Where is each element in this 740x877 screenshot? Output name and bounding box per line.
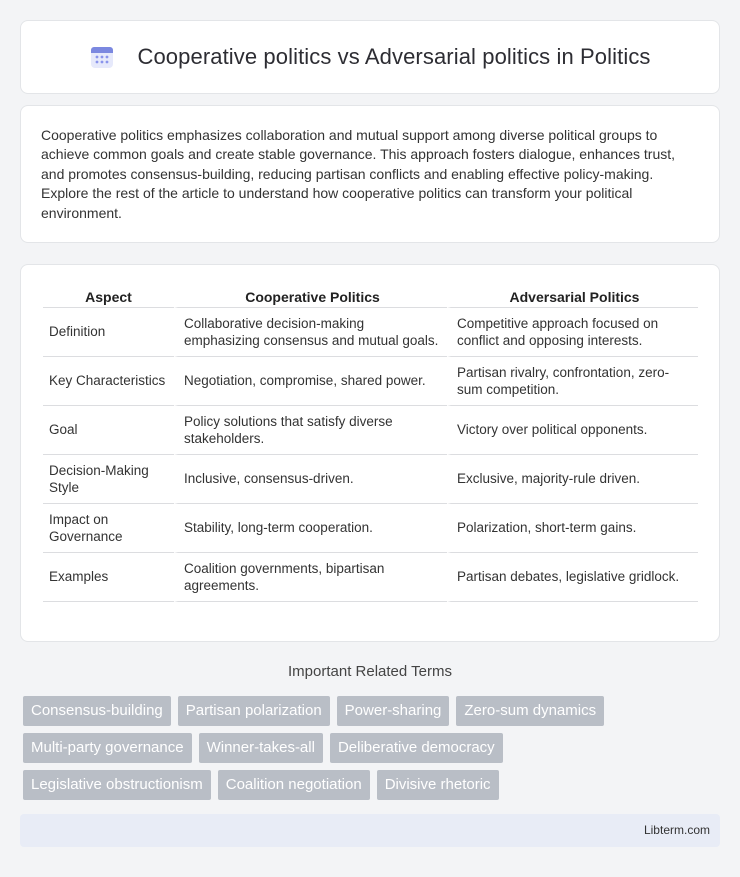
calendar-grid-icon [89,44,115,70]
row-cooperative: Stability, long-term cooperation. [174,504,447,553]
row-cooperative: Coalition governments, bipartisan agreements. [174,553,447,602]
tag-zero-sum-dynamics[interactable]: Zero-sum dynamics [456,696,604,726]
comparison-table-card [20,264,720,642]
intro-paragraph: Cooperative politics emphasizes collaboration and mutual support among diverse political groups to achieve common goals and create stable governance. This approach fosters dialogue, enhances trust, and promotes consensus-building, reducing partisan conflicts and enabling effective policy-making. Explore the rest of the article to understand how cooperative politics can transform your political environment. [41,127,676,221]
tag-consensus-building[interactable]: Consensus-building [23,696,171,726]
row-adversarial: Victory over political opponents. [447,406,698,455]
row-adversarial: Partisan rivalry, confrontation, zero-sum competition. [447,357,698,406]
page-title: Cooperative politics vs Adversarial politics in Politics [137,44,651,69]
tag-winner-takes-all[interactable]: Winner-takes-all [199,733,323,763]
header-card [20,20,720,94]
row-aspect: Impact on Governance [43,504,174,553]
row-adversarial: Partisan debates, legislative gridlock. [447,553,698,602]
row-cooperative: Negotiation, compromise, shared power. [174,357,447,406]
row-cooperative: Inclusive, consensus-driven. [174,455,447,504]
tag-row [23,733,723,763]
row-aspect: Decision-Making Style [43,455,174,504]
footer-site-link[interactable]: Libterm.com [643,823,710,837]
header-aspect: Aspect [43,283,174,308]
table-row [43,406,698,455]
tag-row [23,696,723,726]
table-row [43,357,698,406]
related-terms-title: Important Related Terms [288,663,452,680]
header-cooperative: Cooperative Politics [174,283,447,308]
table-row [43,308,698,357]
row-cooperative: Collaborative decision-making emphasizing consensus and mutual goals. [174,308,447,357]
row-aspect: Goal [43,406,174,455]
table-header-row [43,283,698,308]
tag-coalition-negotiation[interactable]: Coalition negotiation [218,770,370,800]
row-adversarial: Polarization, short-term gains. [447,504,698,553]
row-cooperative: Policy solutions that satisfy diverse stakeholders. [174,406,447,455]
tag-legislative-obstructionism[interactable]: Legislative obstructionism [23,770,211,800]
row-aspect: Key Characteristics [43,357,174,406]
comparison-table [43,283,698,602]
table-row [43,504,698,553]
tag-row [23,770,723,800]
header-adversarial: Adversarial Politics [447,283,698,308]
related-terms-tags [23,696,723,807]
row-aspect: Definition [43,308,174,357]
tag-divisive-rhetoric[interactable]: Divisive rhetoric [377,770,499,800]
footer [20,814,720,847]
tag-power-sharing[interactable]: Power-sharing [337,696,450,726]
row-adversarial: Competitive approach focused on conflict and opposing interests. [447,308,698,357]
tag-partisan-polarization[interactable]: Partisan polarization [178,696,330,726]
tag-deliberative-democracy[interactable]: Deliberative democracy [330,733,503,763]
row-adversarial: Exclusive, majority-rule driven. [447,455,698,504]
tag-multi-party-governance[interactable]: Multi-party governance [23,733,192,763]
row-aspect: Examples [43,553,174,602]
table-row [43,455,698,504]
intro-card [20,105,720,243]
table-row [43,553,698,602]
